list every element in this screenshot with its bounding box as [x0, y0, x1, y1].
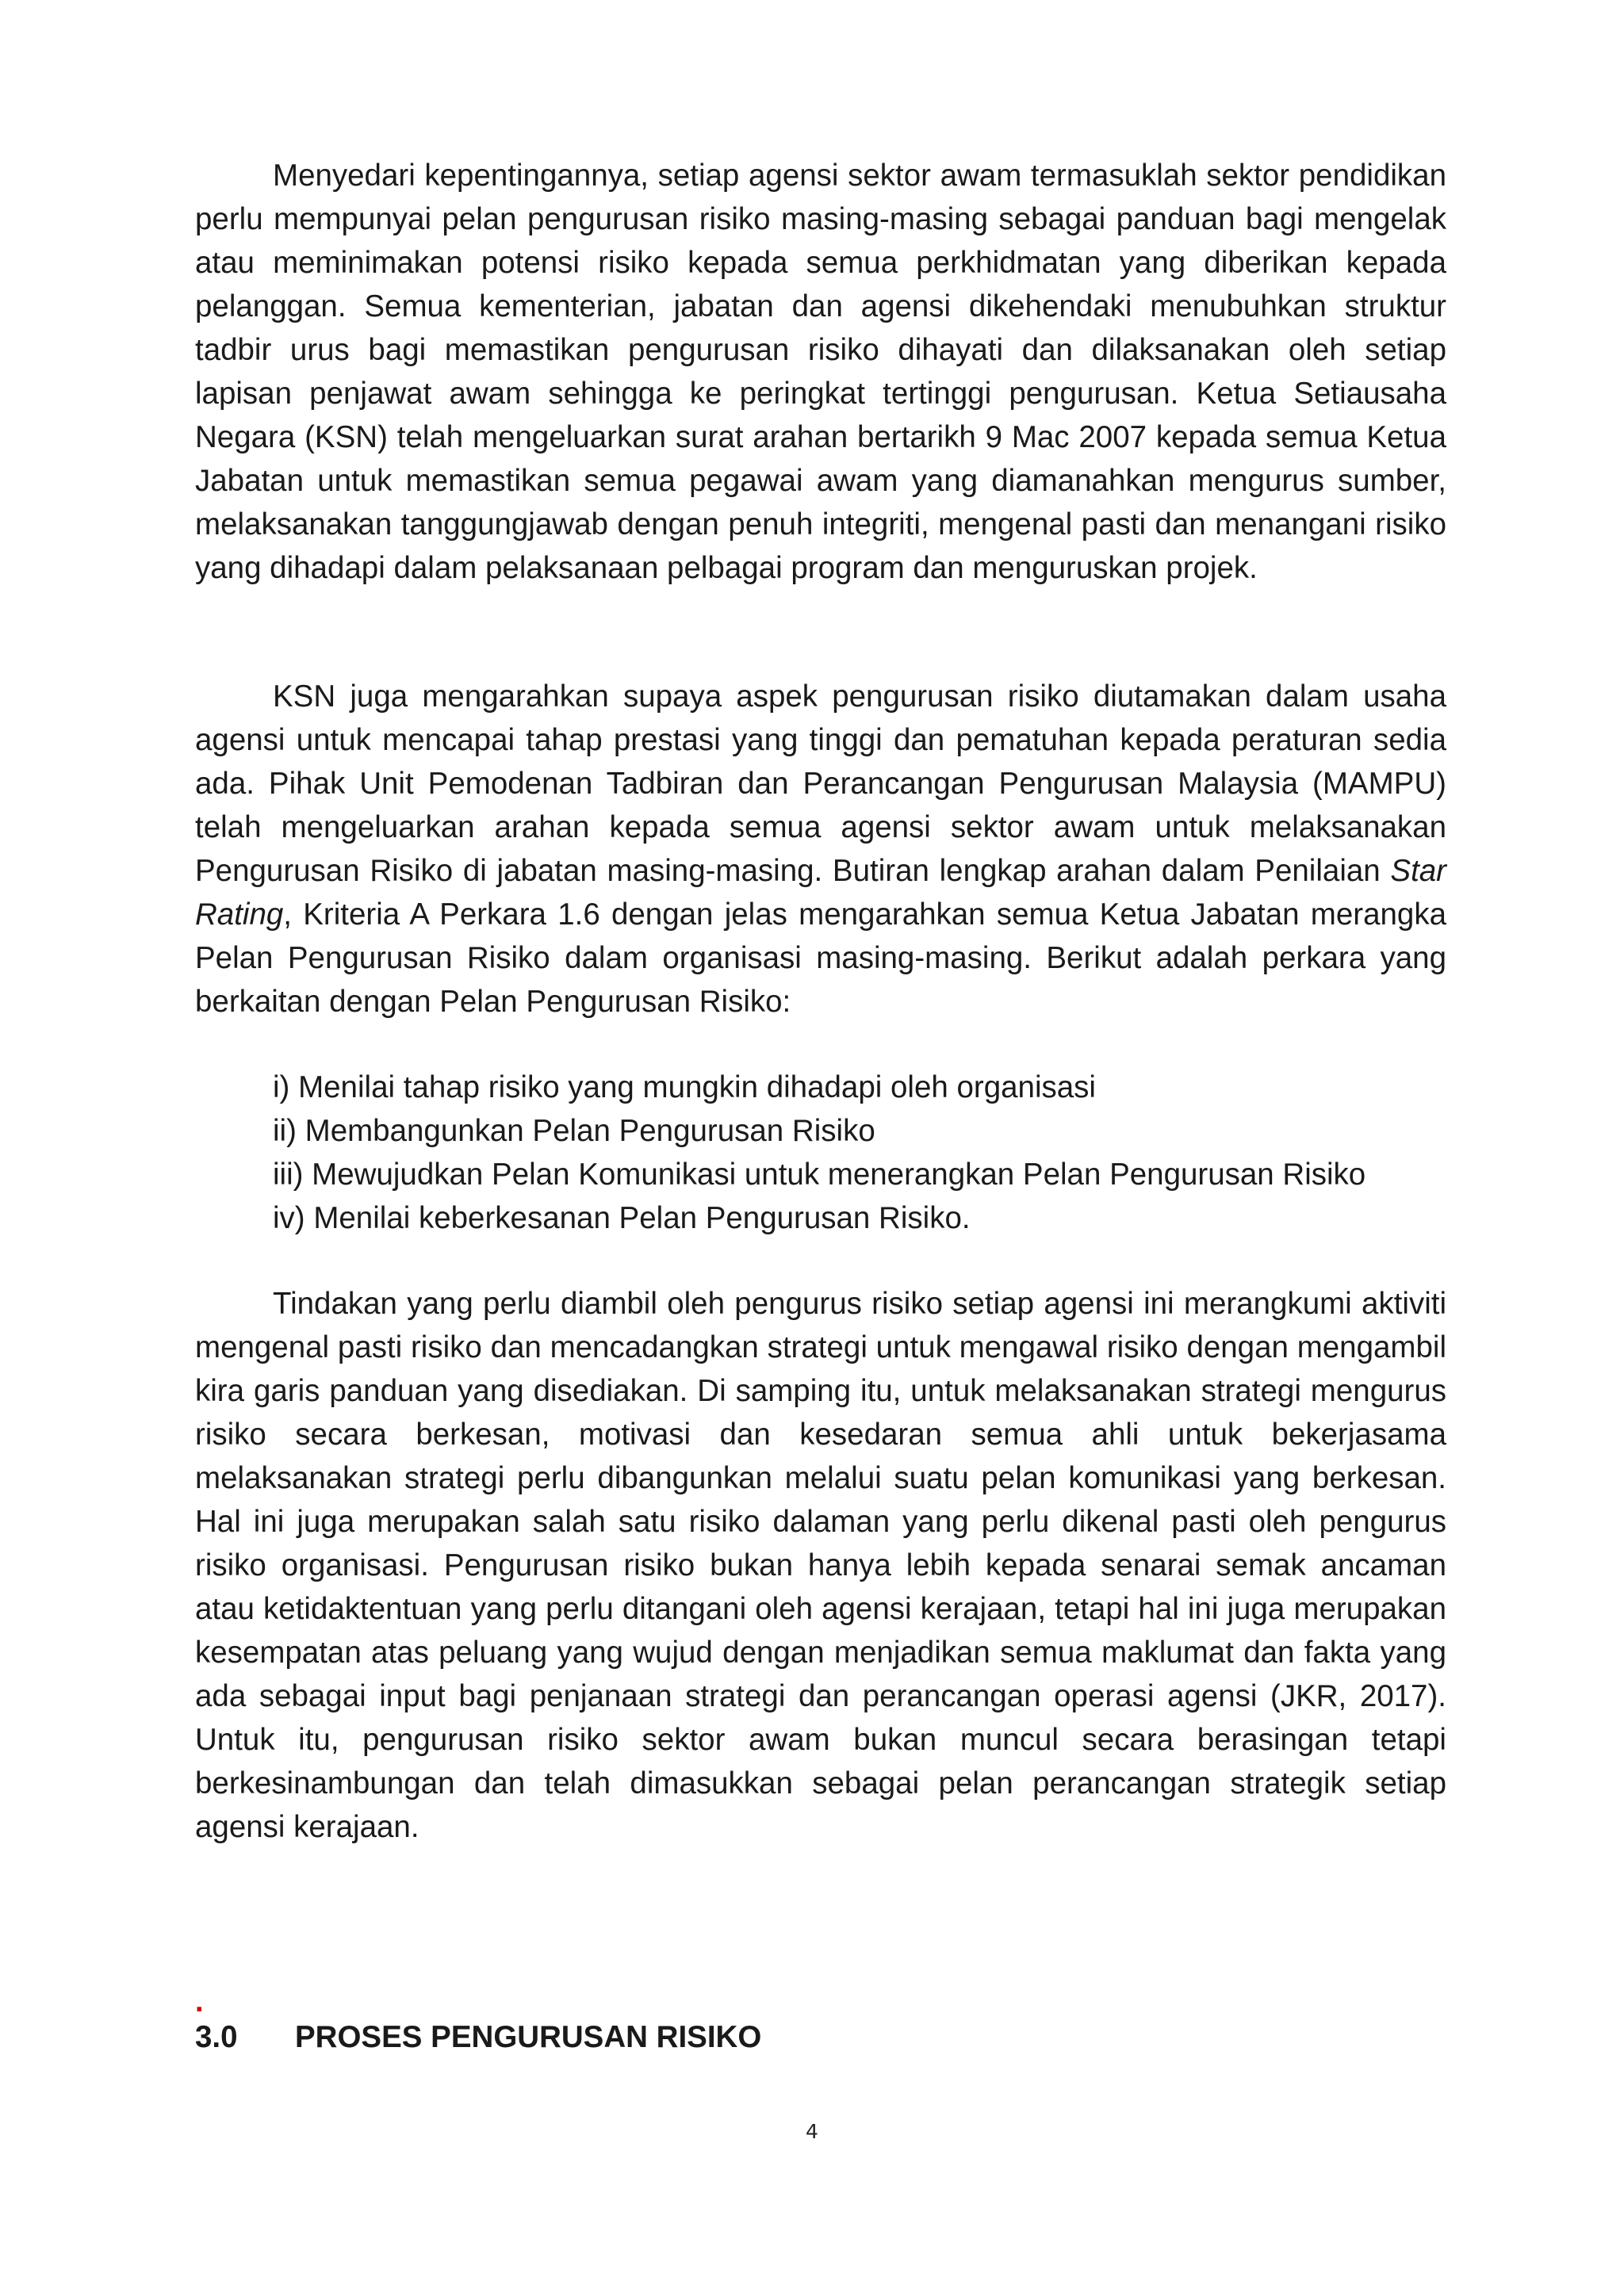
list-item: ii) Membangunkan Pelan Pengurusan Risiko — [273, 1114, 875, 1148]
risk-plan-list — [273, 1066, 1462, 1240]
paragraph-2-text-start: KSN juga mengarahkan supaya aspek pengurusan risiko diutamakan dalam usaha agensi untuk mencapai tahap prestasi yang tinggi dan pematuhan kepada peraturan sedia ada. Pihak Unit Pemodenan Tadbiran dan Perancangan Pengurusan Malaysia (MAMPU) telah mengeluarkan arahan kepada semua agensi sektor awam untuk melaksanakan Pengurusan Risiko di jabatan masing-masing. Butiran lengkap arahan dalam Penilaian — [195, 679, 1446, 888]
list-item: iv) Menilai keberkesanan Pelan Pengurusan Risiko. — [273, 1201, 971, 1235]
paragraph-2 — [195, 675, 1446, 1024]
section-number: 3.0 — [195, 2020, 238, 2054]
star-rating-term: Star Rating — [195, 854, 1446, 932]
page-number: 4 — [806, 2120, 818, 2143]
paragraph-3: Tindakan yang perlu diambil oleh pengurus risiko setiap agensi ini merangkumi aktiviti mengenal pasti risiko dan mencadangkan strategi untuk mengawal risiko dengan mengambil kira garis panduan yang disediakan. Di samping itu, untuk melaksanakan strategi mengurus risiko secara berkesan, motivasi dan kesedaran semua ahli untuk bekerjasama melaksanakan strategi perlu dibangunkan melalui suatu pelan komunikasi yang berkesan. Hal ini juga merupakan salah satu risiko dalaman yang perlu dikenal pasti oleh pengurus risiko organisasi. Pengurusan risiko bukan hanya lebih kepada senarai semak ancaman atau ketidaktentuan yang perlu ditangani oleh agensi kerajaan, tetapi hal ini juga merupakan kesempatan atas peluang yang wujud dengan menjadikan semua maklumat dan fakta yang ada sebagai input bagi penjanaan strategi dan perancangan operasi agensi (JKR, 2017). Untuk itu, pengurusan risiko sektor awam bukan muncul secara berasingan tetapi berkesinambungan dan telah dimasukkan sebagai pelan perancangan strategik setiap agensi kerajaan. — [195, 1287, 1446, 1844]
list-item: i) Menilai tahap risiko yang mungkin dihadapi oleh organisasi — [273, 1070, 1096, 1104]
paragraph-2-text-end: , Kriteria A Perkara 1.6 dengan jelas mengarahkan semua Ketua Jabatan merangka Pelan Pengurusan Risiko dalam organisasi masing-masing. Berikut adalah perkara yang berkaitan dengan Pelan Pengurusan Risiko: — [195, 897, 1446, 1019]
red-marker: . — [195, 1985, 204, 2019]
section-heading — [195, 2015, 761, 2059]
section-title: PROSES PENGURUSAN RISIKO — [295, 2020, 762, 2054]
paragraph-1: Menyedari kepentingannya, setiap agensi sektor awam termasuklah sektor pendidikan perlu mempunyai pelan pengurusan risiko masing-masing sebagai panduan bagi mengelak atau meminimakan potensi risiko kepada semua perkhidmatan yang diberikan kepada pelanggan. Semua kementerian, jabatan dan agensi dikehendaki menubuhkan struktur tadbir urus bagi memastikan pengurusan risiko dihayati dan dilaksanakan oleh setiap lapisan penjawat awam sehingga ke peringkat tertinggi pengurusan. Ketua Setiausaha Negara (KSN) telah mengeluarkan surat arahan bertarikh 9 Mac 2007 kepada semua Ketua Jabatan untuk memastikan semua pegawai awam yang diamanahkan mengurus sumber, melaksanakan tanggungjawab dengan penuh integriti, mengenal pasti dan menangani risiko yang dihadapi dalam pelaksanaan pelbagai program dan menguruskan projek. — [195, 159, 1446, 585]
list-item: iii) Mewujudkan Pelan Komunikasi untuk menerangkan Pelan Pengurusan Risiko — [273, 1158, 1366, 1192]
